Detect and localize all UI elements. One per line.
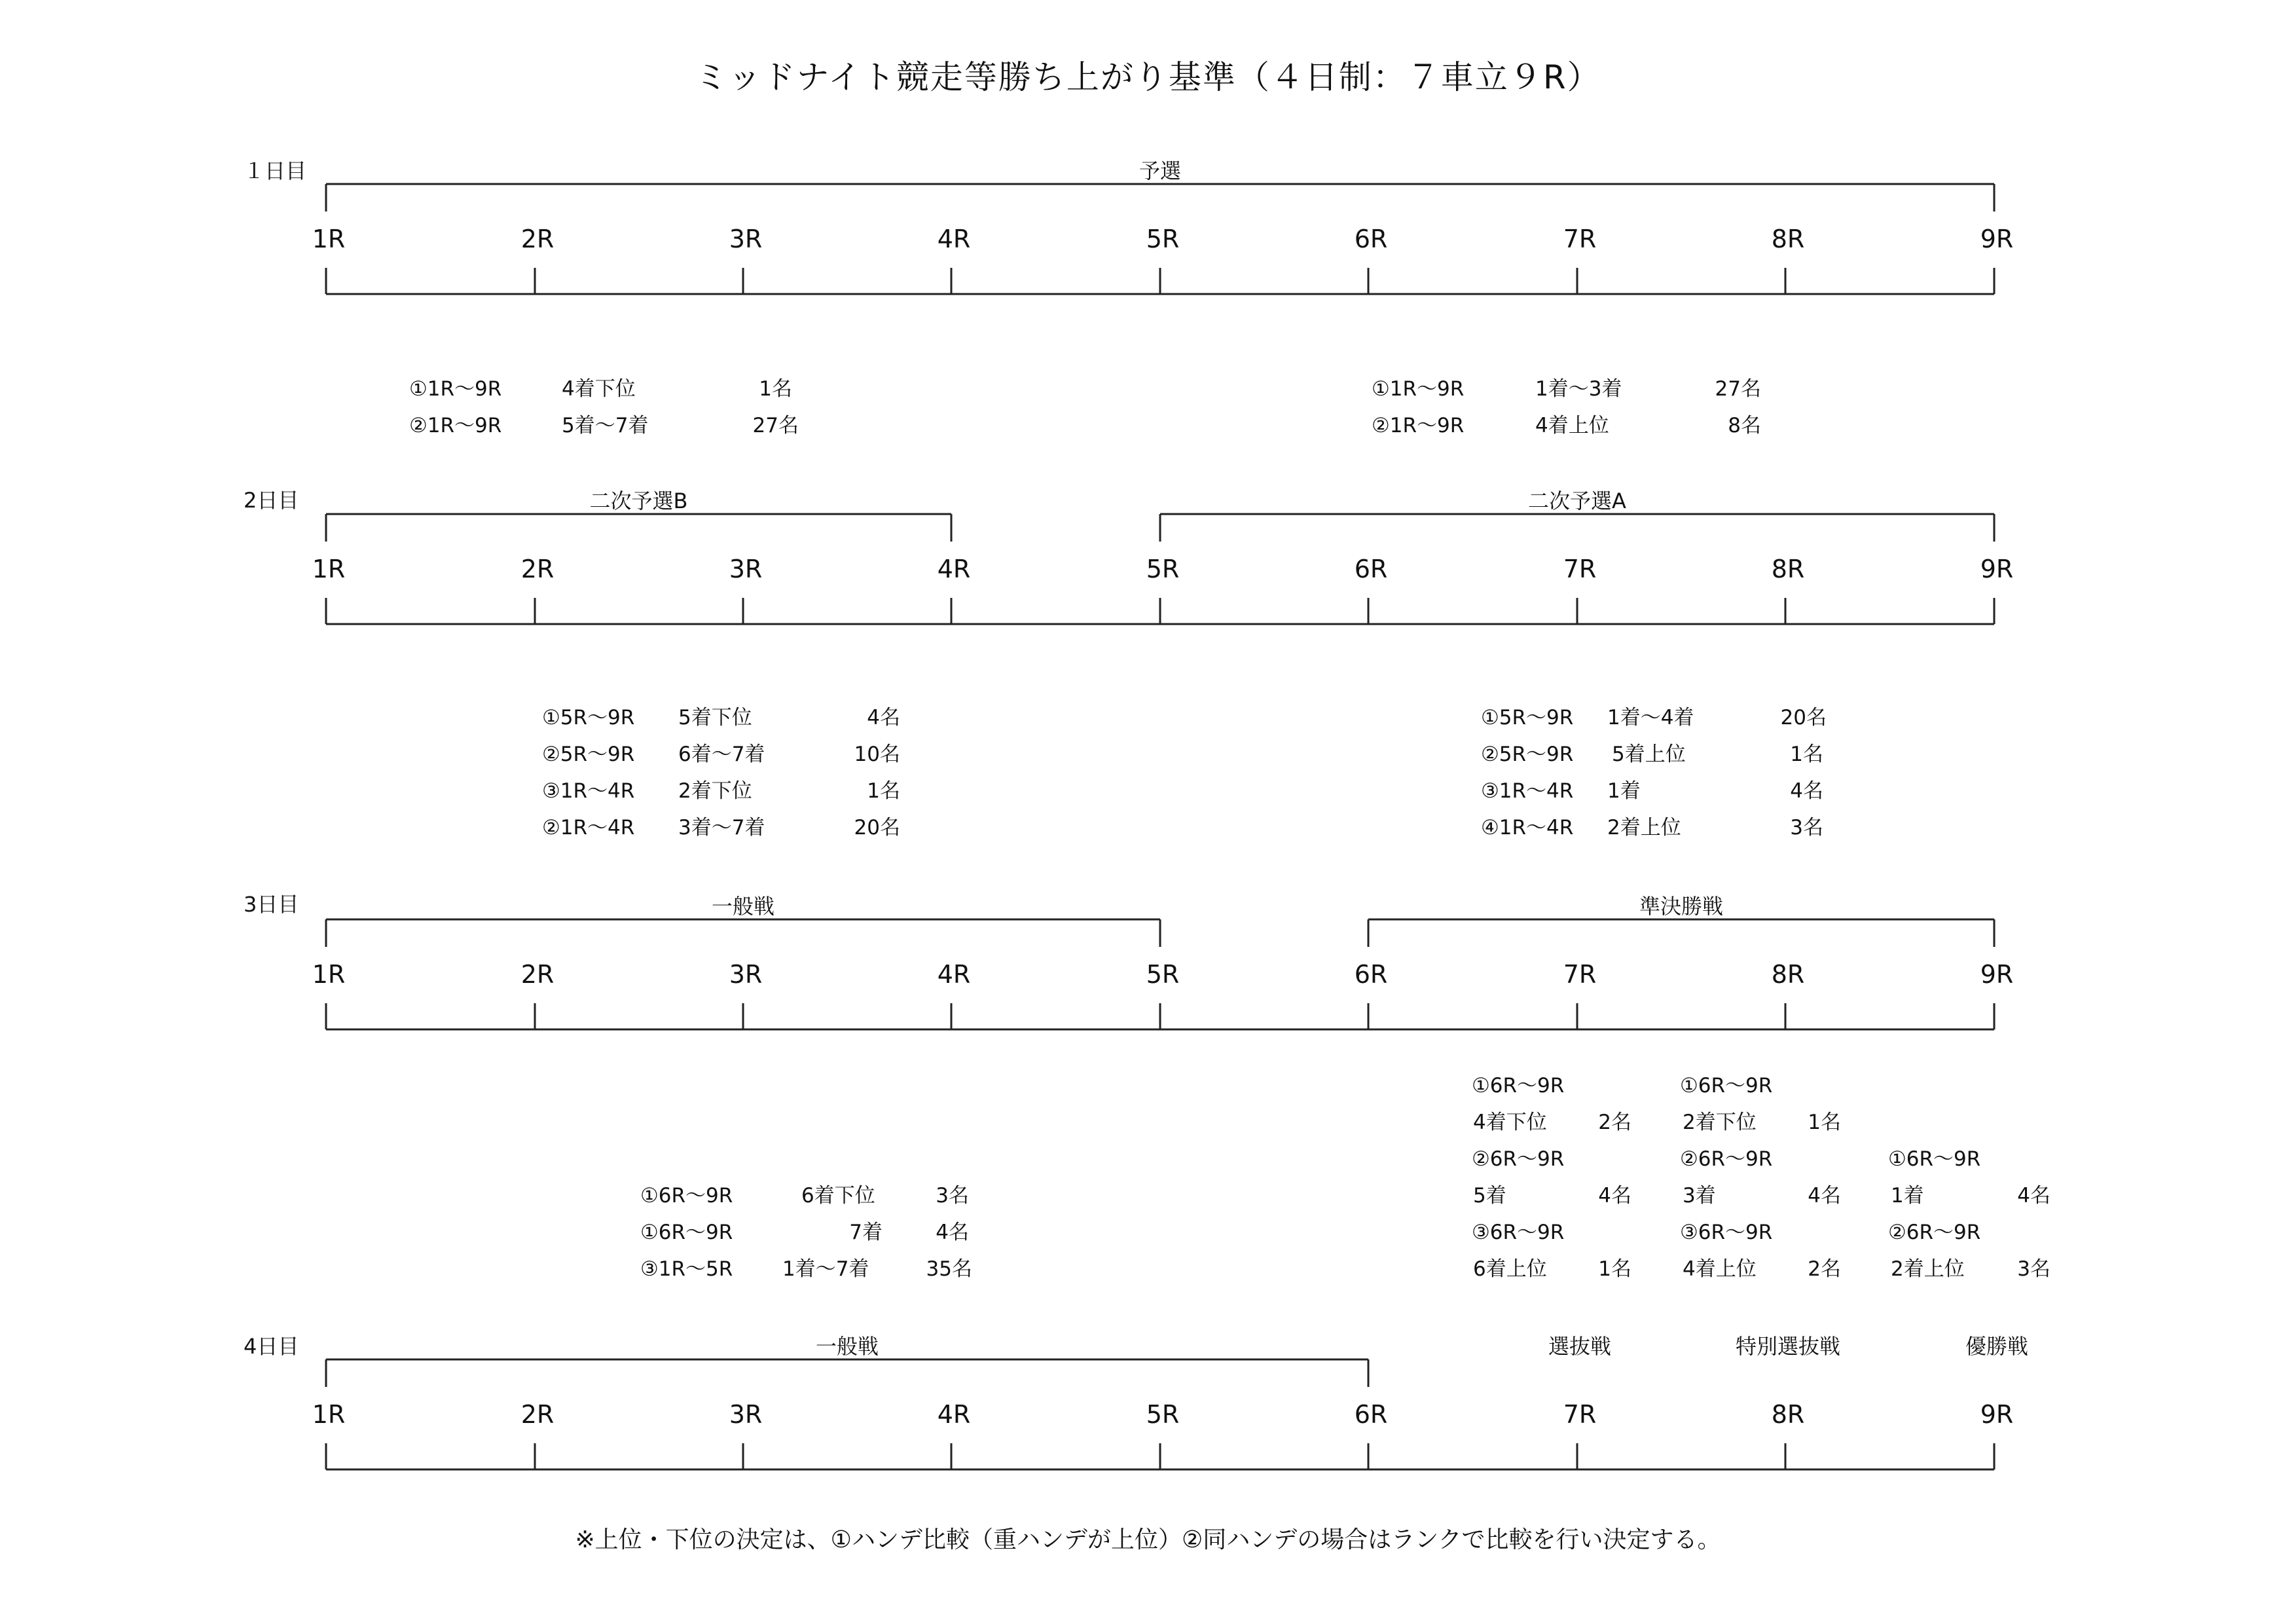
criteria-day1-left-count-2: 27名 xyxy=(752,414,799,437)
race-label-day4-7: 7R xyxy=(1563,1400,1597,1429)
criteria-day2-left-range-3: ③1R～4R xyxy=(542,779,635,803)
race-label-day4-1: 1R xyxy=(312,1400,346,1429)
criteria-day3-left-range-2: ①6R～9R xyxy=(640,1221,733,1244)
criteria-day3-left-range-1: ①6R～9R xyxy=(640,1184,733,1208)
criteria-day1-right-range-1: ①1R～9R xyxy=(1372,377,1465,401)
race-label-day2-6: 6R xyxy=(1354,555,1388,583)
criteria-day1-right-cond-1: 1着～3着 xyxy=(1535,377,1622,401)
race-label-day1-7: 7R xyxy=(1563,225,1597,253)
criteria-day3-left-cond-2: 7着 xyxy=(849,1221,883,1244)
criteria-tokubetsu-cond-2: 3着 xyxy=(1683,1184,1716,1208)
criteria-day3-left-count-1: 3名 xyxy=(936,1184,969,1208)
criteria-day1-right-range-2: ②1R～9R xyxy=(1372,414,1465,437)
criteria-senbatsu-count-3: 1名 xyxy=(1598,1257,1631,1281)
race-label-day2-4: 4R xyxy=(937,555,971,583)
criteria-day2-right-cond-2: 5着上位 xyxy=(1612,743,1686,766)
criteria-day2-left-cond-3: 2着下位 xyxy=(678,779,752,803)
criteria-yusho-count-1: 4名 xyxy=(2017,1184,2050,1208)
criteria-day3-left-range-3: ③1R～5R xyxy=(640,1257,733,1281)
race-label-day3-5: 5R xyxy=(1146,960,1180,989)
criteria-day2-right-count-2: 1名 xyxy=(1790,743,1823,766)
race-label-day4-4: 4R xyxy=(937,1400,971,1429)
race-label-day2-3: 3R xyxy=(729,555,763,583)
criteria-tokubetsu-range-1: ①6R～9R xyxy=(1680,1074,1773,1098)
race-label-day4-5: 5R xyxy=(1146,1400,1180,1429)
race-label-day1-8: 8R xyxy=(1771,225,1805,253)
criteria-tokubetsu-cond-3: 4着上位 xyxy=(1683,1257,1757,1281)
criteria-yusho-count-2: 3名 xyxy=(2017,1257,2050,1281)
criteria-day2-left-count-1: 4名 xyxy=(867,706,900,729)
criteria-senbatsu-cond-3: 6着上位 xyxy=(1473,1257,1547,1281)
criteria-day2-left-range-4: ②1R～4R xyxy=(542,816,635,840)
section-label-day2-2: 二次予選A xyxy=(1528,489,1626,513)
race-label-day1-5: 5R xyxy=(1146,225,1180,253)
criteria-day1-right-count-2: 8名 xyxy=(1728,414,1761,437)
race-label-day1-4: 4R xyxy=(937,225,971,253)
footnote: ※上位・下位の決定は、①ハンデ比較（重ハンデが上位）②同ハンデの場合はランクで比較を行い決定する。 xyxy=(575,1526,1721,1553)
criteria-senbatsu-range-2: ②6R～9R xyxy=(1472,1147,1565,1171)
race-label-day3-1: 1R xyxy=(312,960,346,989)
criteria-day2-right-cond-1: 1着～4着 xyxy=(1607,706,1694,729)
race-label-day4-2: 2R xyxy=(520,1400,555,1429)
criteria-day1-right-cond-2: 4着上位 xyxy=(1535,414,1609,437)
day-label-2: 2日目 xyxy=(244,488,299,513)
criteria-senbatsu-count-2: 4名 xyxy=(1598,1184,1631,1208)
criteria-yusho-cond-2: 2着上位 xyxy=(1891,1257,1965,1281)
criteria-senbatsu-range-3: ③6R～9R xyxy=(1472,1221,1565,1244)
section-label-day2-1: 二次予選B xyxy=(589,489,688,513)
race-label-day4-9: 9R xyxy=(1980,1400,2014,1429)
criteria-day2-right-count-3: 4名 xyxy=(1790,779,1823,803)
criteria-senbatsu-range-1: ①6R～9R xyxy=(1472,1074,1565,1098)
race-label-day2-5: 5R xyxy=(1146,555,1180,583)
race-label-day3-9: 9R xyxy=(1980,960,2014,989)
section-label-day3-2: 準決勝戦 xyxy=(1639,894,1724,919)
day-label-4: 4日目 xyxy=(244,1334,299,1359)
race-label-day1-9: 9R xyxy=(1980,225,2014,253)
criteria-day2-right-range-2: ②5R～9R xyxy=(1481,743,1574,766)
criteria-tokubetsu-range-3: ③6R～9R xyxy=(1680,1221,1773,1244)
criteria-tokubetsu-cond-1: 2着下位 xyxy=(1683,1111,1757,1134)
criteria-day2-left-cond-1: 5着下位 xyxy=(678,706,752,729)
criteria-day1-right-count-1: 27名 xyxy=(1715,377,1761,401)
criteria-yusho-range-2: ②6R～9R xyxy=(1888,1221,1981,1244)
criteria-day2-right-cond-4: 2着上位 xyxy=(1607,816,1681,840)
final-label-1: 選抜戦 xyxy=(1548,1334,1612,1359)
criteria-day1-left-range-1: ①1R～9R xyxy=(409,377,502,401)
criteria-day2-left-range-2: ②5R～9R xyxy=(542,743,635,766)
criteria-tokubetsu-count-3: 2名 xyxy=(1808,1257,1841,1281)
section-label-day1-1: 予選 xyxy=(1139,158,1182,183)
race-label-day3-2: 2R xyxy=(520,960,555,989)
criteria-day3-left-count-2: 4名 xyxy=(936,1221,969,1244)
criteria-day2-left-range-1: ①5R～9R xyxy=(542,706,635,729)
criteria-day2-left-count-4: 20名 xyxy=(854,816,900,840)
criteria-senbatsu-cond-2: 5着 xyxy=(1473,1184,1506,1208)
criteria-yusho-range-1: ①6R～9R xyxy=(1888,1147,1981,1171)
race-label-day4-6: 6R xyxy=(1354,1400,1388,1429)
race-label-day1-2: 2R xyxy=(520,225,555,253)
criteria-day3-left-cond-3: 1着～7着 xyxy=(782,1257,869,1281)
race-label-day3-8: 8R xyxy=(1771,960,1805,989)
criteria-day2-right-count-4: 3名 xyxy=(1790,816,1823,840)
race-label-day2-9: 9R xyxy=(1980,555,2014,583)
criteria-day3-left-count-3: 35名 xyxy=(926,1257,972,1281)
day-label-3: 3日目 xyxy=(244,892,299,917)
race-label-day3-7: 7R xyxy=(1563,960,1597,989)
race-label-day1-1: 1R xyxy=(312,225,346,253)
race-label-day2-2: 2R xyxy=(520,555,555,583)
criteria-day2-right-cond-3: 1着 xyxy=(1607,779,1641,803)
race-label-day4-3: 3R xyxy=(729,1400,763,1429)
race-label-day2-7: 7R xyxy=(1563,555,1597,583)
criteria-tokubetsu-count-1: 1名 xyxy=(1808,1111,1841,1134)
criteria-day2-left-count-3: 1名 xyxy=(867,779,900,803)
criteria-tokubetsu-count-2: 4名 xyxy=(1808,1184,1841,1208)
criteria-day2-left-count-2: 10名 xyxy=(854,743,900,766)
criteria-day2-right-range-1: ①5R～9R xyxy=(1481,706,1574,729)
criteria-day2-right-range-4: ④1R～4R xyxy=(1481,816,1574,840)
criteria-day3-left-cond-1: 6着下位 xyxy=(801,1184,875,1208)
section-label-day3-1: 一般戦 xyxy=(711,894,775,919)
criteria-day2-left-cond-2: 6着～7着 xyxy=(678,743,765,766)
criteria-day2-right-range-3: ③1R～4R xyxy=(1481,779,1574,803)
race-label-day2-8: 8R xyxy=(1771,555,1805,583)
criteria-day1-left-range-2: ②1R～9R xyxy=(409,414,502,437)
criteria-senbatsu-count-1: 2名 xyxy=(1598,1111,1631,1134)
criteria-day2-right-count-1: 20名 xyxy=(1780,706,1827,729)
criteria-senbatsu-cond-1: 4着下位 xyxy=(1473,1111,1547,1134)
criteria-day1-left-cond-1: 4着下位 xyxy=(562,377,636,401)
criteria-yusho-cond-1: 1着 xyxy=(1891,1184,1924,1208)
race-label-day2-1: 1R xyxy=(312,555,346,583)
criteria-day2-left-cond-4: 3着～7着 xyxy=(678,816,765,840)
day-label-1: １日目 xyxy=(244,158,307,183)
criteria-day1-left-count-1: 1名 xyxy=(759,377,792,401)
section-label-day4-1: 一般戦 xyxy=(815,1334,879,1359)
final-label-2: 特別選抜戦 xyxy=(1735,1334,1841,1359)
page-title: ミッドナイト競走等勝ち上がり基準（４日制：７車立９R） xyxy=(695,58,1601,96)
criteria-day1-left-cond-2: 5着～7着 xyxy=(562,414,649,437)
criteria-tokubetsu-range-2: ②6R～9R xyxy=(1680,1147,1773,1171)
race-label-day3-3: 3R xyxy=(729,960,763,989)
race-label-day4-8: 8R xyxy=(1771,1400,1805,1429)
final-label-3: 優勝戦 xyxy=(1965,1334,2029,1359)
race-label-day3-4: 4R xyxy=(937,960,971,989)
race-label-day1-6: 6R xyxy=(1354,225,1388,253)
race-label-day1-3: 3R xyxy=(729,225,763,253)
race-label-day3-6: 6R xyxy=(1354,960,1388,989)
